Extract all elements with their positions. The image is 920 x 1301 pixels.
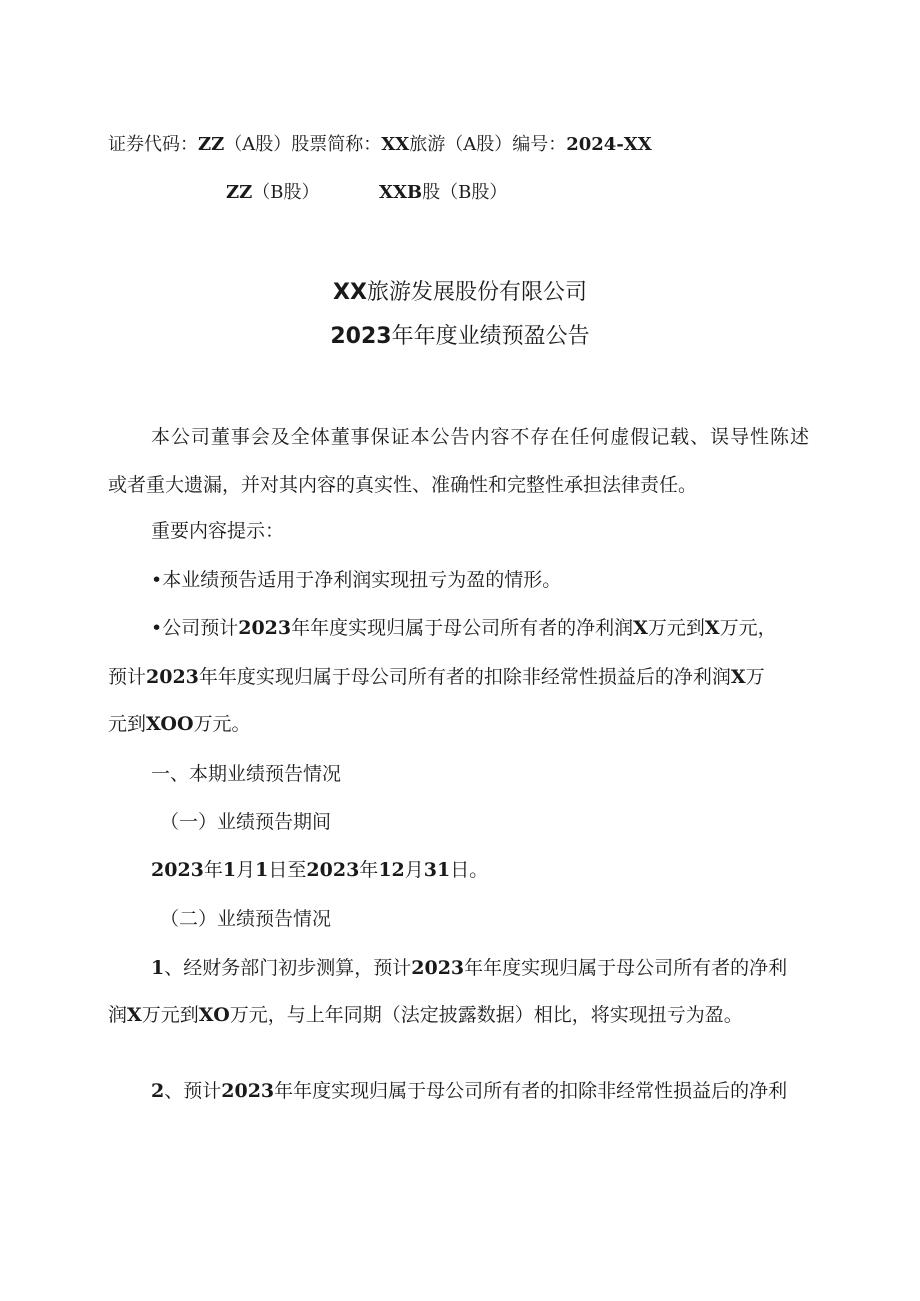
bullet-1: •本业绩预告适用于净利润实现扭亏为盈的情形。 (151, 569, 562, 591)
year-value: 2023 (221, 1080, 275, 1102)
text-run: 日至 (268, 859, 307, 881)
text-run: 年年度实现归属于母公司所有者的扣除非经常性损益后的净利 (274, 1080, 788, 1102)
sub-heading-2: （二）业绩预告情况 (160, 908, 332, 930)
stock-name-b-rest: 股（B股） (422, 182, 508, 203)
amount-value: XOO (146, 713, 194, 735)
announcement-title-year: 2023 (330, 324, 392, 349)
header-line-a (108, 132, 652, 158)
text-run: 元到 (108, 713, 147, 735)
text-run: 润 (108, 1004, 128, 1026)
text-run: 万元。 (193, 713, 251, 735)
text-run: 年年度实现归属于母公司所有者的扣除非经常性损益后的净利润 (198, 666, 731, 688)
item-number: 1 (151, 957, 165, 979)
statement-line-1: 本公司董事会及全体董事保证本公告内容不存在任何虚假记载、误导性陈述 (151, 426, 809, 448)
text-run: 年年度实现归属于母公司所有者的净利润 (291, 617, 634, 639)
number-value: 2024-XX (566, 134, 652, 155)
text-run: 月 (404, 859, 424, 881)
text-run: 预计 (108, 666, 147, 688)
year-value: 2023 (151, 859, 204, 881)
sub-heading-1: （一）业绩预告期间 (160, 811, 332, 833)
item-number: 2 (151, 1080, 165, 1102)
text-run: 万元，与上年同期（法定披露数据）相比，将实现扭亏为盈。 (229, 1004, 743, 1026)
statement-line-2: 或者重大遗漏，并对其内容的真实性、准确性和完整性承担法律责任。 (108, 474, 698, 496)
month-value: 1 (222, 859, 237, 881)
text-run: 日。 (450, 859, 489, 881)
year-value: 2023 (146, 666, 199, 688)
text-run: 月 (236, 859, 256, 881)
amount-value: X (704, 617, 720, 639)
header-line-b-name (379, 180, 507, 206)
text-run: 年 (359, 859, 379, 881)
bullet-2-line-2 (108, 664, 765, 690)
stock-name-label: 股票简称： (291, 134, 382, 155)
year-value: 2023 (238, 617, 292, 639)
section-heading-1: 一、本期业绩预告情况 (151, 763, 342, 785)
announcement-title (0, 322, 920, 352)
security-code-b-suffix: （B股） (252, 182, 320, 203)
security-code-a-suffix: （A股） (224, 134, 292, 155)
item-1-line-1 (151, 955, 787, 981)
company-title (0, 278, 920, 308)
company-title-rest: 旅游发展股份有限公司 (366, 280, 587, 305)
announcement-title-rest: 年年度业绩预盈公告 (391, 324, 590, 349)
amount-value: X (633, 617, 648, 639)
text-run: 年年度实现归属于母公司所有者的净利 (464, 957, 788, 979)
bullet-2-line-3 (108, 711, 251, 737)
amount-value: X (730, 666, 746, 688)
text-run: 万 (745, 666, 765, 688)
number-label: 编号： (512, 134, 567, 155)
month-value: 12 (378, 859, 405, 881)
text-run: 年 (203, 859, 223, 881)
tips-heading: 重要内容提示： (151, 520, 285, 542)
year-value: 2023 (306, 859, 360, 881)
text-run: 万元， (719, 617, 777, 639)
amount-value: XO (198, 1004, 230, 1026)
header-line-b (226, 180, 320, 206)
stock-name-b-bold: XXB (379, 182, 423, 203)
day-value: 1 (255, 859, 269, 881)
text-run: 、预计 (164, 1080, 222, 1102)
text-run: 万元到 (141, 1004, 199, 1026)
amount-value: X (127, 1004, 142, 1026)
bullet-2-line-1 (151, 615, 777, 641)
day-value: 31 (423, 859, 451, 881)
item-1-line-2 (108, 1002, 743, 1028)
security-code-b: ZZ (226, 182, 253, 203)
text-run: 、经财务部门初步测算，预计 (164, 957, 412, 979)
stock-name-a-rest: 旅游（A股） (409, 134, 513, 155)
security-code-label: 证券代码： (108, 134, 198, 155)
stock-name-a-bold: XX (381, 134, 410, 155)
text-run: •公司预计 (151, 617, 239, 639)
year-value: 2023 (411, 957, 465, 979)
item-2-line-1 (151, 1078, 787, 1104)
forecast-period (151, 857, 488, 883)
text-run: 万元到 (647, 617, 705, 639)
security-code-a: ZZ (198, 134, 225, 155)
company-title-bold: XX (333, 280, 367, 305)
